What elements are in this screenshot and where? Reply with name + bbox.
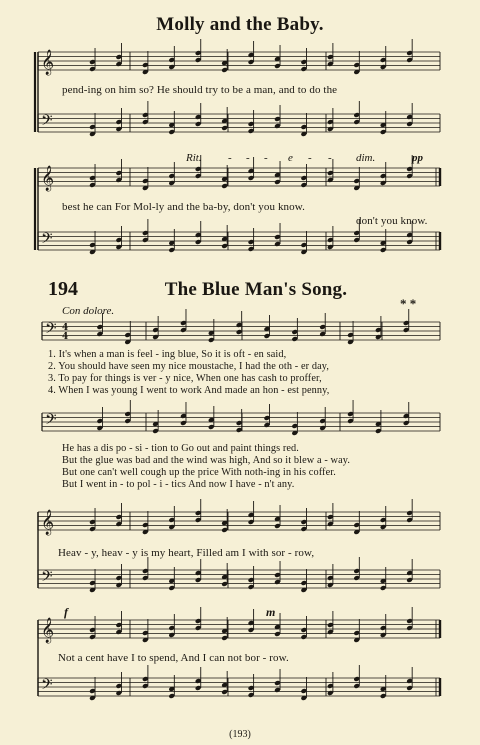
verse-b-4: But I went in - to pol - i - tics And now I have - n't any. [62,479,295,490]
lyric-line-2: best he can For Mol-ly and the ba-by, don't you know. [62,201,305,213]
hymn-number: 194 [48,278,78,300]
bass-clef-icon: 𝄢 [41,568,53,589]
expression-mark: Con dolore. [62,305,115,317]
fermata-stars: * * [400,296,417,311]
dynamic-f: f [64,605,68,619]
tempo-pp: pp [412,152,423,164]
verse-b-2: But the glue was bad and the wind was high, And so it blew a - way. [62,455,351,466]
treble-clef-icon: 𝄞 [41,510,55,535]
page-number: (193) [229,729,251,740]
verse-a-2: 2. You should have seen my nice moustache, I had the oth - er day, [48,361,330,372]
tempo-dim: dim. [356,152,376,164]
lyric-line-1: pend-ing on him so? He should try to be a man, and to do the [62,84,338,96]
verse-a-1: 1. It's when a man is feel - ing blue, So it is oft - en said, [48,349,287,360]
tempo-dash-4: - [308,152,312,164]
treble-clef-icon: 𝄞 [41,50,55,75]
bass-clef-icon: 𝄢 [45,320,57,341]
treble-clef-icon: 𝄞 [41,166,55,191]
tempo-dash-1: - [228,152,232,164]
song-title-molly: Molly and the Baby. [156,14,324,35]
refrain-line-1: Heav - y, heav - y is my heart, Filled am I with sor - row, [58,547,315,559]
verse-b-1: He has a dis po - si - tion to Go out and paint things red. [62,443,299,454]
lyric-line-3: don't you know. [356,215,428,227]
bass-clef-icon: 𝄢 [41,112,53,133]
time-signature-bottom: 4 [62,332,69,342]
bass-clef-icon: 𝄢 [45,411,57,432]
refrain-line-2: Not a cent have I to spend, And I can not bor - row. [58,652,289,664]
verse-a-3: 3. To pay for things is ver - y nice, When one has cash to proffer, [48,373,322,384]
treble-clef-icon: 𝄞 [41,618,55,643]
tempo-e: e [288,152,293,164]
tempo-dash-5: - [328,152,332,164]
tempo-rit: Rit. [186,152,202,164]
verse-a-4: 4. When I was young I went to work And made an hon - est penny, [48,385,330,396]
tempo-dash-3: - [264,152,268,164]
hymn-title: The Blue Man's Song. [164,279,348,300]
time-signature-top: 4 [62,323,69,333]
bass-clef-icon: 𝄢 [41,230,53,251]
bass-clef-icon: 𝄢 [41,676,53,697]
dynamic-m: m [266,605,276,619]
verse-b-3: But one can't well cough up the price With noth-ing in his coffer. [62,467,336,478]
tempo-dash-2: - [246,152,250,164]
